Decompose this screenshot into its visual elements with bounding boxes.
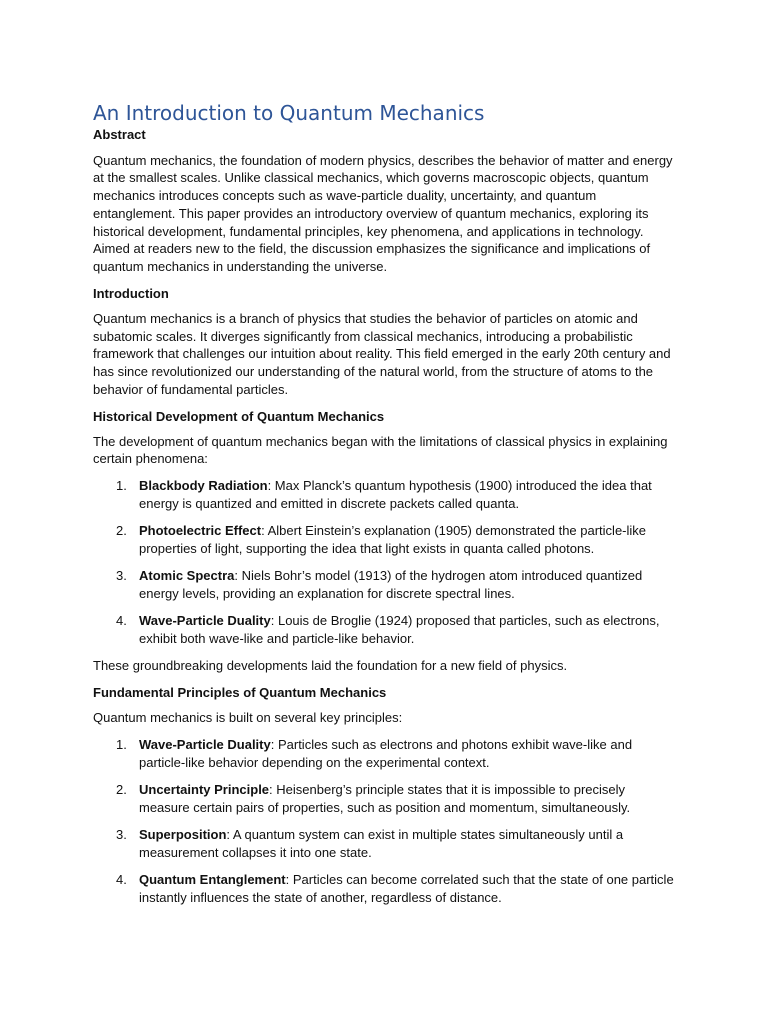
list-text: : Louis de Broglie (1924) proposed that particles, such as electrons, exhibit both wave-like and particle-like behavior.	[139, 613, 660, 646]
list-item	[93, 567, 678, 602]
history-list	[93, 477, 678, 647]
history-outro: These groundbreaking developments laid the foundation for a new field of physics.	[93, 658, 568, 674]
list-term: Wave-Particle Duality	[139, 737, 271, 753]
history-heading: Historical Development of Quantum Mechanics	[93, 408, 385, 424]
introduction-heading: Introduction	[93, 286, 169, 302]
list-term: Quantum Entanglement	[139, 871, 286, 887]
list-term: Wave-Particle Duality	[139, 613, 271, 629]
list-item	[93, 871, 678, 906]
principles-intro: Quantum mechanics is built on several key principles:	[93, 709, 403, 725]
list-term: Superposition	[139, 827, 227, 842]
list-term: Uncertainty Principle	[139, 782, 270, 798]
list-number: 2.	[116, 782, 127, 798]
list-text: : Niels Bohr’s model (1913) of the hydrogen atom introduced quantized energy levels, providing an explanation for discrete spectral lines.	[139, 568, 643, 601]
principles-heading: Fundamental Principles of Quantum Mechanics	[93, 685, 387, 701]
list-item	[93, 477, 678, 512]
list-number: 1.	[116, 737, 127, 753]
list-text: : Particles such as electrons and photons exhibit wave-like and particle-like behavior depending on the experimental context.	[139, 737, 633, 770]
list-number: 4.	[116, 613, 127, 629]
list-number: 3.	[116, 568, 127, 584]
list-text: : Heisenberg’s principle states that it is impossible to precisely measure certain pairs of properties, such as position and momentum, simultaneously.	[139, 782, 631, 815]
list-number: 2.	[116, 523, 127, 539]
abstract-text: Quantum mechanics, the foundation of modern physics, describes the behavior of matter and energy at the smallest scales. Unlike classical mechanics, which governs macroscopic objects, quantum mechanics introduces concepts such as wave-particle duality, uncertainty, and quantum entanglement. This paper provides an introductory overview of quantum mechanics, exploring its historical development, fundamental principles, key phenomena, and applications in technology. Aimed at readers new to the field, the discussion emphasizes the significance and implications of quantum mechanics in understanding the universe.	[93, 152, 673, 274]
list-text: : Particles can become correlated such that the state of one particle instantly influences the state of another, regardless of distance.	[139, 871, 674, 905]
document-title: An Introduction to Quantum Mechanics	[93, 101, 485, 125]
list-term: Atomic Spectra	[139, 568, 235, 584]
list-item	[93, 612, 678, 647]
list-number: 3.	[116, 827, 127, 842]
list-term: Photoelectric Effect	[139, 523, 262, 539]
list-text: : A quantum system can exist in multiple states simultaneously until a measurement collapses it into one state.	[139, 827, 624, 860]
principles-list	[93, 736, 678, 906]
list-item	[93, 781, 678, 816]
list-text: : Albert Einstein’s explanation (1905) demonstrated the particle-like properties of light, supporting the idea that light exists in quanta called photons.	[139, 523, 647, 557]
document-page	[93, 100, 678, 916]
history-intro: The development of quantum mechanics began with the limitations of classical physics in explaining certain phenomena:	[93, 433, 668, 467]
introduction-text: Quantum mechanics is a branch of physics that studies the behavior of particles on atomic and subatomic scales. It diverges significantly from classical mechanics, introducing a probabilistic framework that challenges our intuition about reality. This field emerged in the early 20th century and has since revolutionized our understanding of the natural world, from the structure of atoms to the behavior of fundamental particles.	[93, 310, 671, 397]
abstract-heading: Abstract	[93, 127, 146, 142]
list-item	[93, 522, 678, 557]
list-item	[93, 826, 678, 861]
list-number: 1.	[116, 478, 127, 494]
list-term: Blackbody Radiation	[139, 478, 268, 494]
list-text: : Max Planck’s quantum hypothesis (1900) introduced the idea that energy is quantized and emitted in discrete packets called quanta.	[139, 478, 652, 512]
list-number: 4.	[116, 871, 127, 887]
list-item	[93, 736, 678, 771]
